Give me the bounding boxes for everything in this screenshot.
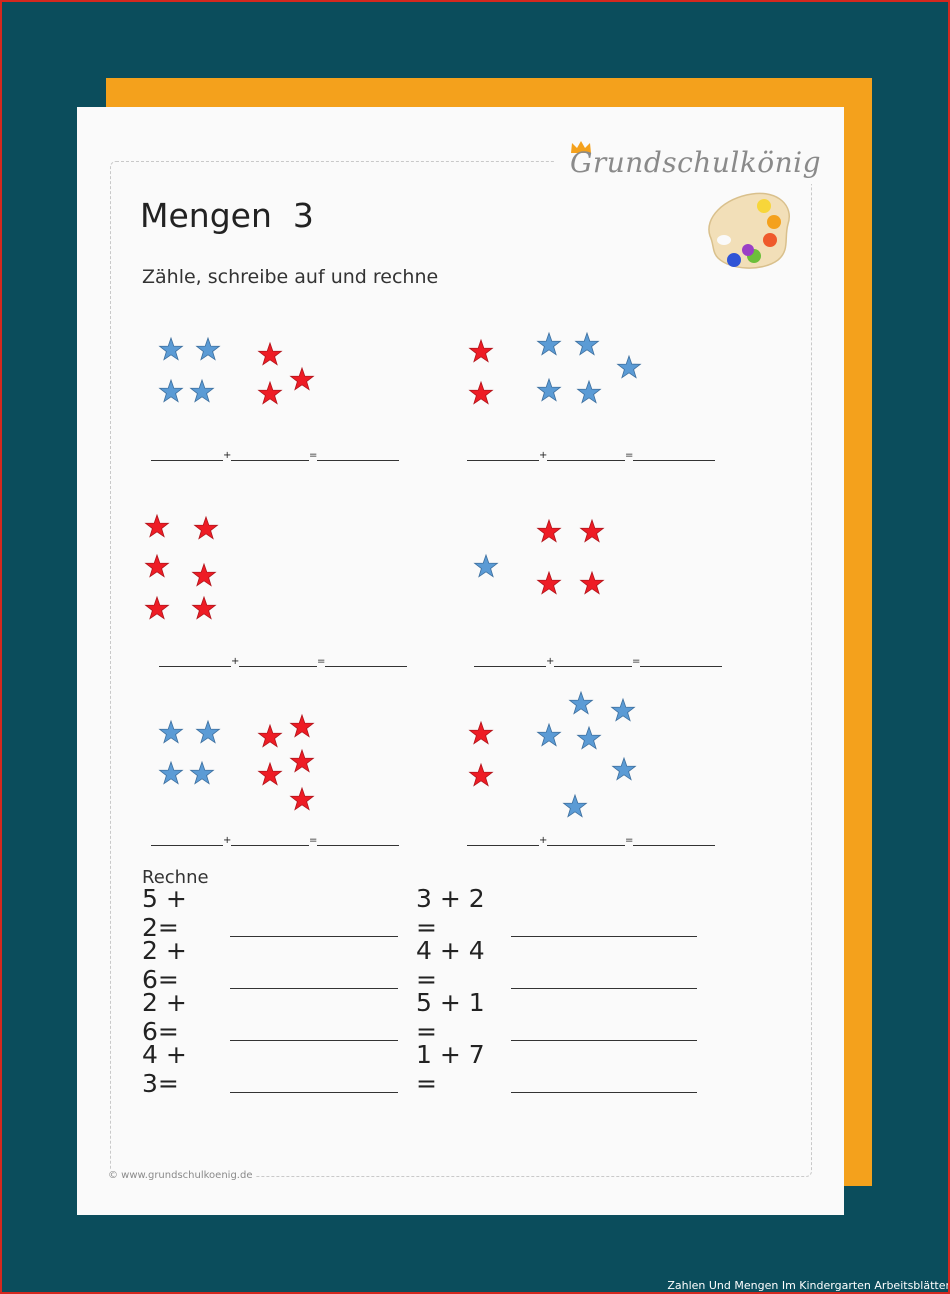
rechne-label: Rechne [142, 867, 209, 888]
equals-sign: = [309, 835, 318, 846]
calc-expression: 2 + 6= [142, 988, 187, 1046]
blue-star [578, 381, 601, 403]
calc-answer-blank [230, 988, 398, 989]
answer-blank [554, 666, 632, 667]
blue-star [570, 692, 593, 714]
answer-blank [633, 845, 715, 846]
red-star [259, 382, 282, 404]
answer-blank [633, 460, 715, 461]
calc-expression: 5 + 2= [142, 884, 187, 942]
calc-expression: 4 + 3= [142, 1040, 187, 1098]
red-star [581, 520, 604, 542]
title-text: Mengen [140, 196, 272, 235]
instruction: Zähle, schreibe auf und rechne [142, 266, 439, 288]
red-star [259, 725, 282, 747]
blue-star [564, 795, 587, 817]
answer-equation [159, 653, 407, 667]
calc-expression: 4 + 4 = [416, 936, 485, 994]
red-star [146, 597, 169, 619]
blue-star [538, 724, 561, 746]
plus-sign: + [539, 835, 548, 846]
calc-expression: 2 + 6= [142, 936, 187, 994]
red-star [291, 368, 314, 390]
answer-blank [474, 666, 546, 667]
blue-star [191, 762, 214, 784]
plus-sign: + [539, 450, 548, 461]
brand-name: Grundschulkönig [570, 146, 822, 179]
plus-sign: + [223, 450, 232, 461]
red-star [291, 788, 314, 810]
red-star [195, 517, 218, 539]
blue-star [197, 721, 220, 743]
calc-expression: 5 + 1 = [416, 988, 485, 1046]
answer-blank [159, 666, 231, 667]
answer-equation [151, 832, 399, 846]
answer-blank [151, 845, 223, 846]
calc-expression: 3 + 2 = [416, 884, 485, 942]
blue-star [576, 333, 599, 355]
calc-answer-blank [511, 1040, 697, 1041]
red-star [470, 382, 493, 404]
blue-star [538, 379, 561, 401]
equals-sign: = [632, 656, 641, 667]
calc-answer-blank [511, 988, 697, 989]
blue-star [578, 727, 601, 749]
blue-star [191, 380, 214, 402]
plus-sign: + [231, 656, 240, 667]
equals-sign: = [625, 450, 634, 461]
equals-sign: = [625, 835, 634, 846]
answer-equation [151, 447, 399, 461]
red-star [538, 520, 561, 542]
calc-answer-blank [230, 1040, 398, 1041]
answer-blank [547, 845, 625, 846]
equals-sign: = [309, 450, 318, 461]
answer-blank [325, 666, 407, 667]
answer-blank [467, 460, 539, 461]
answer-blank [317, 460, 399, 461]
calc-answer-blank [511, 936, 697, 937]
answer-blank [317, 845, 399, 846]
red-star [259, 763, 282, 785]
answer-blank [231, 845, 309, 846]
answer-equation [474, 653, 722, 667]
equals-sign: = [317, 656, 326, 667]
calc-row [416, 1040, 697, 1098]
red-star [146, 515, 169, 537]
blue-star [613, 758, 636, 780]
calc-answer-blank [230, 1092, 398, 1093]
calc-row [142, 1040, 398, 1098]
footer-url: © www.grundschulkoenig.de [104, 1170, 256, 1181]
answer-blank [231, 460, 309, 461]
red-star [193, 564, 216, 586]
answer-blank [547, 460, 625, 461]
red-star [538, 572, 561, 594]
plus-sign: + [546, 656, 555, 667]
red-star [581, 572, 604, 594]
calc-expression: 1 + 7 = [416, 1040, 485, 1098]
answer-blank [467, 845, 539, 846]
title-number: 3 [292, 196, 314, 235]
blue-star [618, 356, 641, 378]
blue-star [160, 380, 183, 402]
blue-star [197, 338, 220, 360]
red-star [470, 722, 493, 744]
red-star [193, 597, 216, 619]
watermark-caption: Zahlen Und Mengen Im Kindergarten Arbeitsblätter [667, 1279, 950, 1292]
calc-answer-blank [230, 936, 398, 937]
red-star [291, 750, 314, 772]
red-star [259, 343, 282, 365]
red-star [470, 340, 493, 362]
red-star [470, 764, 493, 786]
answer-equation [467, 447, 715, 461]
answer-blank [640, 666, 722, 667]
plus-sign: + [223, 835, 232, 846]
answer-equation [467, 832, 715, 846]
answer-blank [239, 666, 317, 667]
blue-star [612, 699, 635, 721]
blue-star [160, 338, 183, 360]
blue-star [160, 762, 183, 784]
blue-star [475, 555, 498, 577]
red-star [146, 555, 169, 577]
calc-answer-blank [511, 1092, 697, 1093]
blue-star [538, 333, 561, 355]
blue-star [160, 721, 183, 743]
answer-blank [151, 460, 223, 461]
red-star [291, 715, 314, 737]
